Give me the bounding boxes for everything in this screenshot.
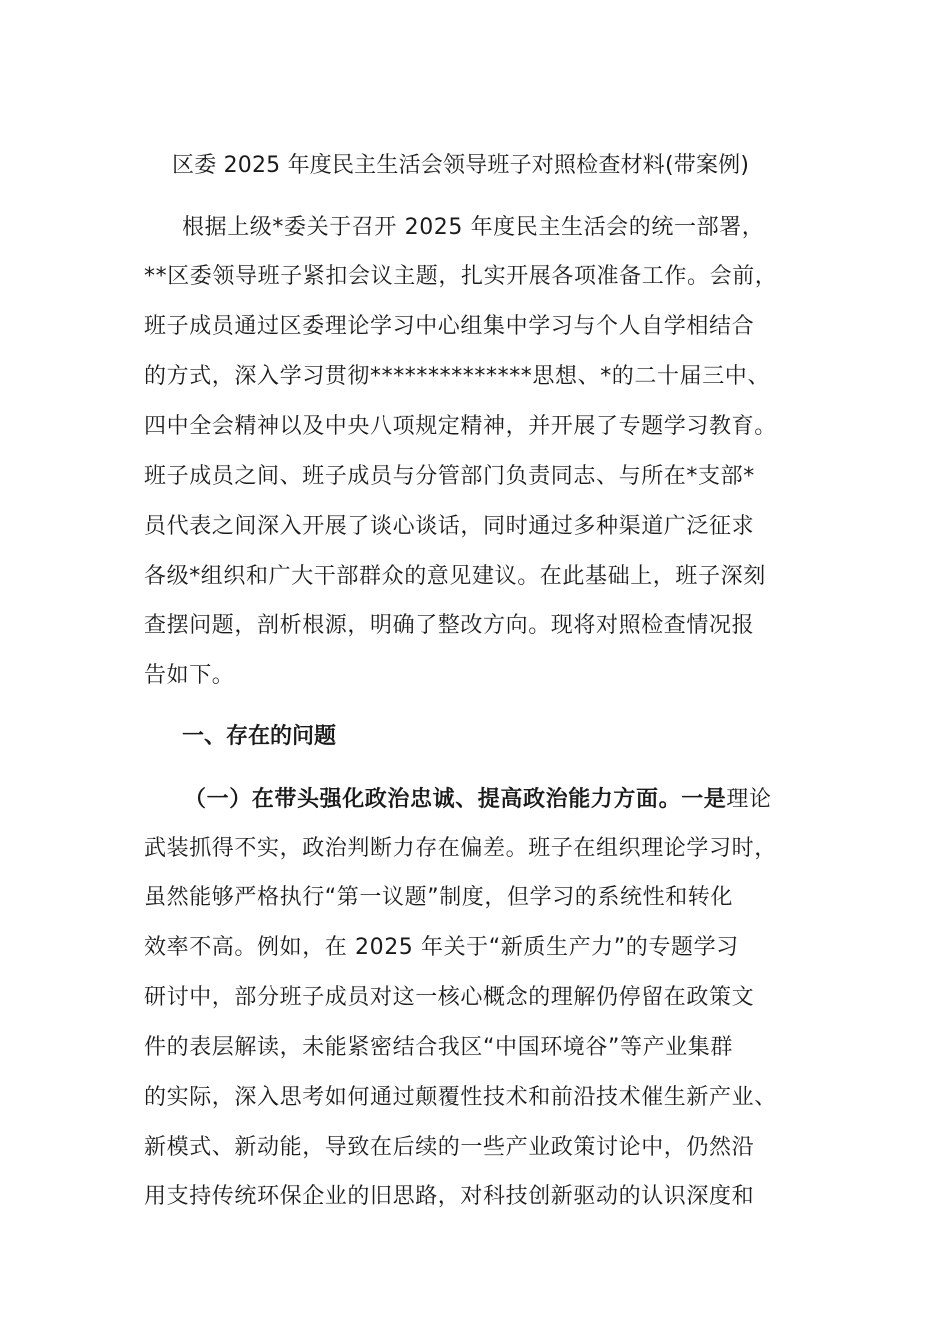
intro-line: 的方式，深入学习贯彻**************思想、*的二十届三中、 <box>144 364 771 389</box>
body-line: 用支持传统环保企业的旧思路，对科技创新驱动的认识深度和 <box>144 1184 755 1209</box>
point-text: 理论 <box>726 787 772 812</box>
body-line: 新模式、新动能，导致在后续的一些产业政策讨论中，仍然沿 <box>144 1135 755 1160</box>
subsection-heading: （一）在带头强化政治忠诚、提高政治能力方面。 <box>184 787 682 812</box>
point-lead: 一是 <box>681 787 727 812</box>
intro-line: 员代表之间深入开展了谈心谈话，同时通过多种渠道广泛征求 <box>144 514 755 539</box>
body-line: 研讨中，部分班子成员对这一核心概念的理解仍停留在政策文 <box>144 985 755 1010</box>
intro-line: **区委领导班子紧扣会议主题，扎实开展各项准备工作。会前， <box>144 264 778 289</box>
intro-line: 查摆问题，剖析根源，明确了整改方向。现将对照检查情况报 <box>144 613 755 638</box>
document-title: 区委 2025 年度民主生活会领导班子对照检查材料(带案例) <box>172 153 750 178</box>
intro-line: 根据上级*委关于召开 2025 年度民主生活会的统一部署， <box>182 215 765 240</box>
body-line: 的实际，深入思考如何通过颠覆性技术和前沿技术催生新产业、 <box>144 1085 777 1110</box>
body-line: 件的表层解读，未能紧密结合我区“中国环境谷”等产业集群 <box>144 1035 733 1060</box>
subsection-first-line <box>184 783 772 817</box>
section-heading: 一、存在的问题 <box>182 724 337 749</box>
intro-line: 班子成员之间、班子成员与分管部门负责同志、与所在*支部* <box>144 464 755 489</box>
body-line: 虽然能够严格执行“第一议题”制度，但学习的系统性和转化 <box>144 885 733 910</box>
intro-line: 告如下。 <box>144 663 235 688</box>
intro-line: 各级*组织和广大干部群众的意见建议。在此基础上，班子深刻 <box>144 564 766 589</box>
body-line: 效率不高。例如，在 2025 年关于“新质生产力”的专题学习 <box>144 935 739 960</box>
intro-line: 四中全会精神以及中央八项规定精神，并开展了专题学习教育。 <box>144 414 777 439</box>
body-line: 武装抓得不实，政治判断力存在偏差。班子在组织理论学习时， <box>144 836 777 861</box>
intro-line: 班子成员通过区委理论学习中心组集中学习与个人自学相结合 <box>144 314 755 339</box>
